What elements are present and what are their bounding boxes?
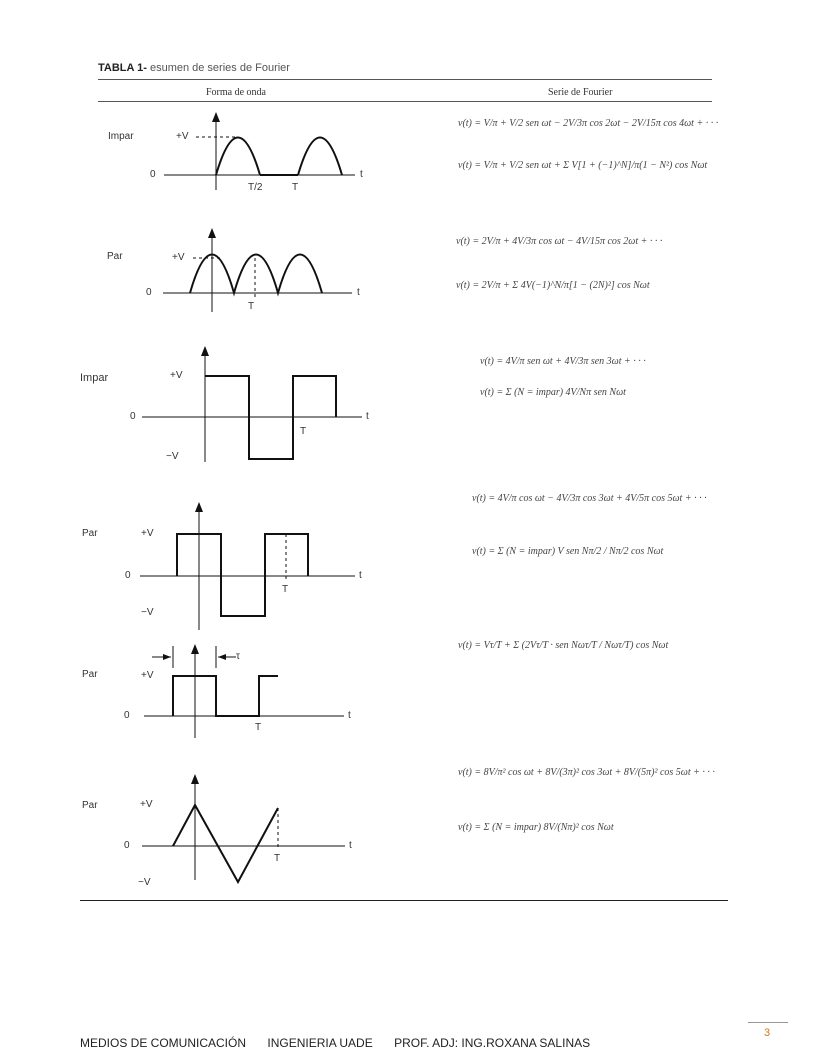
row6-minus-v-label: −V: [138, 877, 151, 888]
row4-period-label: T: [282, 584, 289, 595]
row1-period-label: T: [292, 182, 299, 193]
row5-type-label: Par: [82, 669, 98, 680]
row3-period-label: T: [300, 426, 307, 437]
row4-formula-2: v(t) = Σ (N = impar) V sen Nπ/2 / Nπ/2 cos Nωt: [472, 546, 664, 557]
page-number-rule: [748, 1022, 788, 1023]
row5-t-axis-label: t: [348, 710, 351, 721]
row3-formula-2: v(t) = Σ (N = impar) 4V/Nπ sen Nωt: [480, 387, 626, 398]
row5-tau-label: τ: [236, 651, 240, 662]
row5-zero-label: 0: [124, 710, 130, 721]
row5-plus-v-label: +V: [141, 670, 154, 681]
row1-t-axis-label: t: [360, 169, 363, 180]
row2-formula-1: v(t) = 2V/π + 4V/3π cos ωt − 4V/15π cos 2ωt + · · ·: [456, 236, 663, 247]
row4-zero-label: 0: [125, 570, 131, 581]
row4-minus-v-label: −V: [141, 607, 154, 618]
page-number: 3: [764, 1027, 771, 1039]
row5-period-label: T: [255, 722, 262, 733]
row1-formula-1: v(t) = V/π + V/2 sen ωt − 2V/3π cos 2ωt − 2V/15π cos 4ωt + · · ·: [458, 118, 719, 129]
waveform-square-even: [140, 508, 355, 630]
table-title-text: esumen de series de Fourier: [149, 62, 290, 74]
table-title-number: TABLA 1-: [98, 62, 147, 74]
row1-zero-label: 0: [150, 169, 156, 180]
row3-zero-label: 0: [130, 411, 136, 422]
row2-period-label: T: [248, 301, 255, 312]
row6-plus-v-label: +V: [140, 799, 153, 810]
row1-half-period-label: T/2: [248, 182, 263, 193]
row4-t-axis-label: t: [359, 570, 362, 581]
row6-type-label: Par: [82, 800, 98, 811]
page-footer: [80, 1036, 608, 1050]
row3-minus-v-label: −V: [166, 451, 179, 462]
row3-formula-1: v(t) = 4V/π sen ωt + 4V/3π sen 3ωt + · · ·: [480, 356, 646, 367]
row1-formula-2: v(t) = V/π + V/2 sen ωt + Σ V[1 + (−1)^N]/π(1 − N²) cos Nωt: [458, 160, 708, 171]
waveform-full-wave-rectified: [163, 234, 352, 312]
row6-formula-1: v(t) = 8V/π² cos ωt + 8V/(3π)² cos 3ωt + 8V/(5π)² cos 5ωt + · · ·: [458, 767, 715, 778]
row2-zero-label: 0: [146, 287, 152, 298]
footer-course: MEDIOS DE COMUNICACIÓN: [80, 1036, 247, 1050]
row2-t-axis-label: t: [357, 287, 360, 298]
row2-type-label: Par: [107, 251, 123, 262]
row6-formula-2: v(t) = Σ (N = impar) 8V/(Nπ)² cos Nωt: [458, 822, 614, 833]
row4-plus-v-label: +V: [141, 528, 154, 539]
row4-type-label: Par: [82, 528, 98, 539]
row6-period-label: T: [274, 853, 281, 864]
waveform-pulse-train: [144, 646, 344, 738]
row1-type-label: Impar: [108, 131, 134, 142]
row3-plus-v-label: +V: [170, 370, 183, 381]
column-header-series: Serie de Fourier: [548, 87, 613, 98]
row2-formula-2: v(t) = 2V/π + Σ 4V(−1)^N/π[1 − (2N)²] cos Nωt: [456, 280, 650, 291]
waveform-half-wave-rectified: [164, 118, 355, 190]
footer-professor: PROF. ADJ: ING.ROXANA SALINAS: [394, 1036, 591, 1050]
waveform-square-odd: [142, 352, 362, 462]
column-header-waveform: Forma de onda: [206, 87, 266, 98]
row1-plus-v-label: +V: [176, 131, 189, 142]
row3-t-axis-label: t: [366, 411, 369, 422]
row4-formula-1: v(t) = 4V/π cos ωt − 4V/3π cos 3ωt + 4V/5π cos 5ωt + · · ·: [472, 493, 707, 504]
row5-formula-1: v(t) = Vτ/T + Σ (2Vτ/T · sen Nωτ/T / Nωτ/T) cos Nωt: [458, 640, 669, 651]
footer-school: INGENIERIA UADE: [267, 1036, 373, 1050]
waveform-triangle: [142, 780, 345, 882]
bottom-rule: [80, 900, 728, 901]
row3-type-label: Impar: [80, 372, 109, 384]
row6-zero-label: 0: [124, 840, 130, 851]
row6-t-axis-label: t: [349, 840, 352, 851]
row2-plus-v-label: +V: [172, 252, 185, 263]
